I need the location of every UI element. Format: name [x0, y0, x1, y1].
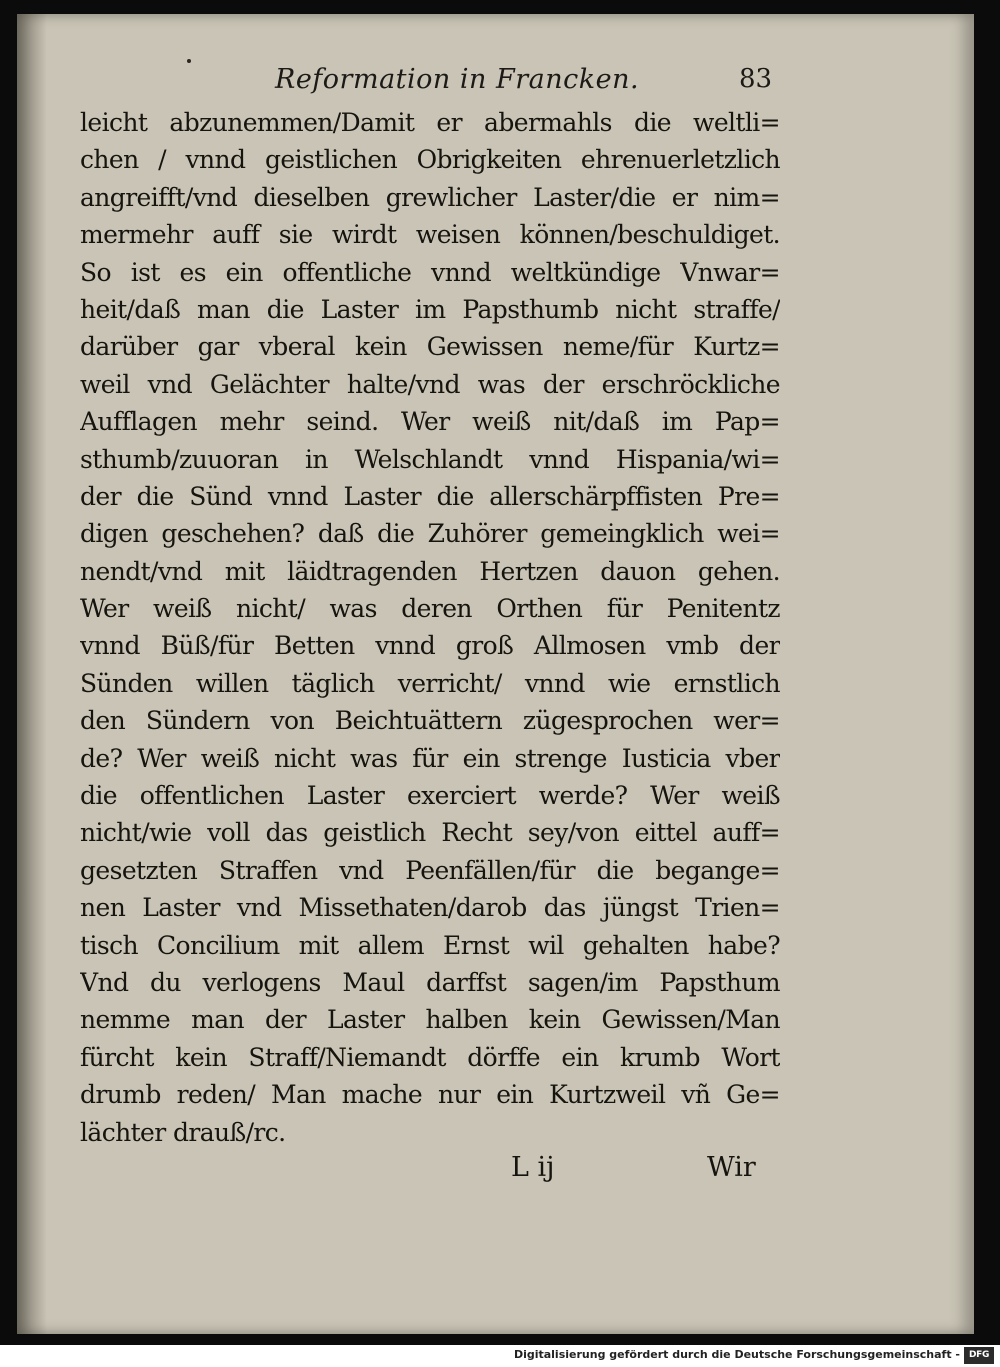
- text-line: nemme man der Laster halben kein Gewissen/Man: [80, 1005, 780, 1035]
- text-line: So ist es ein offentliche vnnd weltkündige Vnwar=: [80, 257, 780, 287]
- text-line: heit/daß man die Laster im Papsthumb nicht straffe/: [80, 294, 780, 324]
- page-number: 83: [739, 64, 773, 94]
- text-line: Wer weiß nicht/ was deren Orthen für Penitentz: [80, 594, 780, 624]
- text-line: leicht abzunemmen/Damit er abermahls die weltli=: [80, 108, 780, 137]
- ink-speck: [187, 59, 191, 63]
- funding-credit: Digitalisierung gefördert durch die Deutsche Forschungsgemeinschaft -: [513, 1348, 960, 1361]
- signature-mark: L ij: [511, 1152, 555, 1183]
- text-line: nendt/vnd mit läidtragenden Hertzen dauon gehen.: [80, 556, 780, 586]
- spine-shadow: [17, 14, 47, 1334]
- text-line: lächter drauß/rc.: [80, 1117, 286, 1147]
- digitization-footer: [0, 1345, 1000, 1367]
- text-line: nicht/wie voll das geistlich Recht sey/von eittel auff=: [80, 818, 780, 848]
- dfg-logo: DFG: [964, 1347, 994, 1364]
- text-line: fürcht kein Straff/Niemandt dörffe ein krumb Wort: [80, 1042, 780, 1072]
- text-line: sthumb/zuuoran in Welschlandt vnnd Hispania/wi=: [80, 444, 780, 474]
- body-text: [80, 104, 780, 1151]
- catchword: Wir: [707, 1152, 756, 1183]
- text-line: der die Sünd vnnd Laster die allerschärpffisten Pre=: [80, 481, 780, 511]
- text-line: gesetzten Straffen vnd Peenfällen/für die begange=: [80, 855, 780, 885]
- text-line: mermehr auff sie wirdt weisen können/beschuldiget.: [80, 220, 780, 250]
- text-line: Aufflagen mehr seind. Wer weiß nit/daß im Pap=: [80, 407, 780, 437]
- text-line: digen geschehen? daß die Zuhörer gemeingklich wei=: [80, 519, 780, 549]
- text-line: Vnd du verlogens Maul darffst sagen/im Papsthum: [80, 967, 780, 997]
- text-line: weil vnd Gelächter halte/vnd was der erschröckliche: [80, 369, 780, 399]
- running-head: Reformation in Francken.: [275, 64, 640, 95]
- text-line: drumb reden/ Man mache nur ein Kurtzweil vñ Ge=: [80, 1080, 780, 1110]
- book-page: [17, 14, 974, 1334]
- text-line: Sünden willen täglich verricht/ vnnd wie ernstlich: [80, 668, 780, 698]
- text-line: angreifft/vnd dieselben grewlicher Laster/die er nim=: [80, 182, 780, 212]
- text-line: vnnd Büß/für Betten vnnd groß Allmosen vmb der: [80, 631, 780, 661]
- text-line: die offentlichen Laster exerciert werde? Wer weiß: [80, 781, 780, 811]
- page-foot: [17, 1152, 974, 1192]
- text-line: darüber gar vberal kein Gewissen neme/für Kurtz=: [80, 332, 780, 362]
- text-line: de? Wer weiß nicht was für ein strenge Iusticia vber: [80, 743, 780, 773]
- text-line: tisch Concilium mit allem Ernst wil gehalten habe?: [80, 930, 780, 960]
- text-line: chen / vnnd geistlichen Obrigkeiten ehrenuerletzlich: [80, 145, 780, 175]
- text-line: den Sündern von Beichtuättern zügesprochen wer=: [80, 706, 780, 736]
- text-line: nen Laster vnd Missethaten/darob das jüngst Trien=: [80, 893, 780, 923]
